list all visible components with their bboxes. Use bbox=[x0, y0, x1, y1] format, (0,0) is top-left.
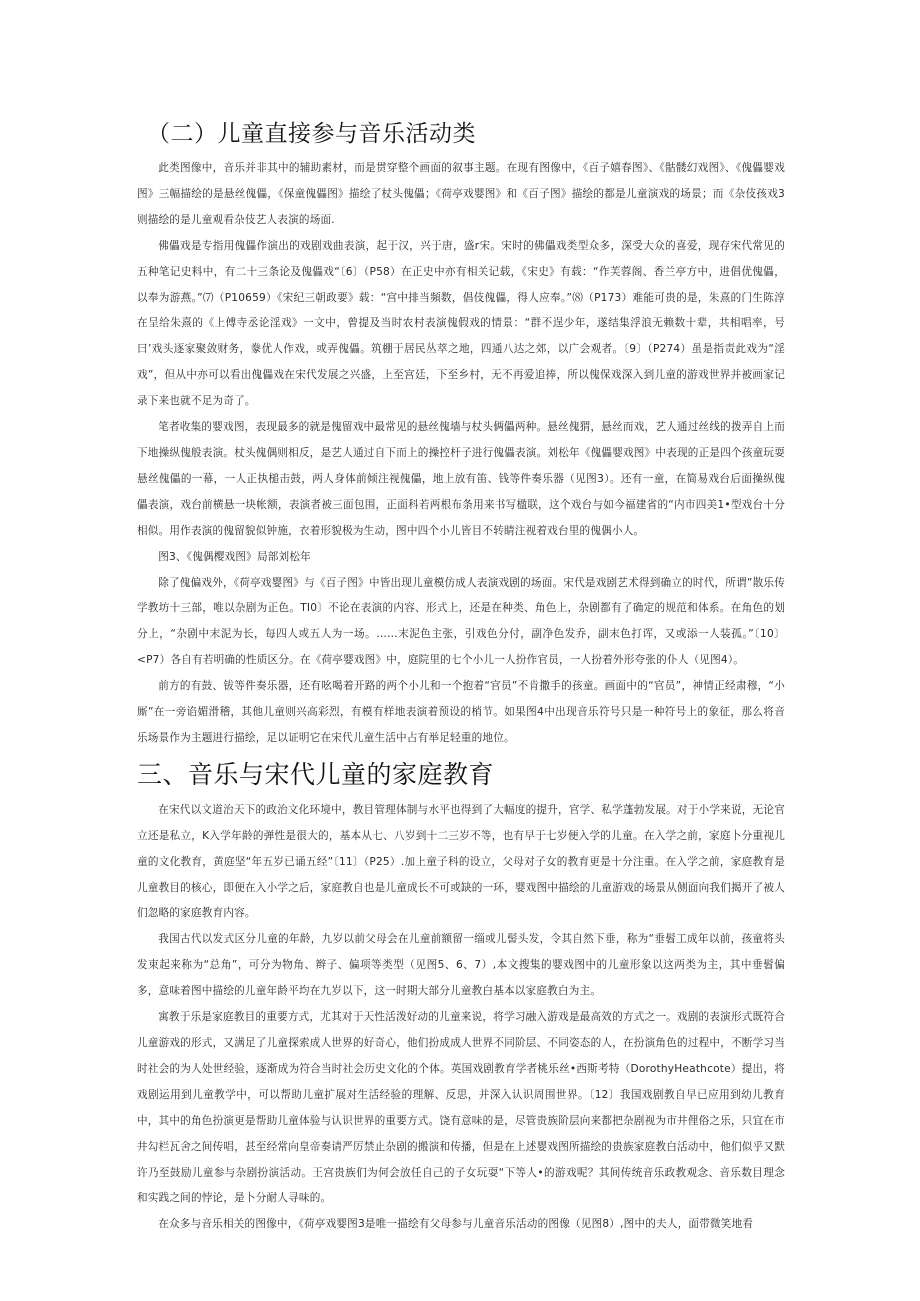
paragraph: 前方的有鼓、钹等件奏乐器，还有吆喝着开路的两个小儿和一个抱着“官员”不肯撒手的孩童。画面中的“官员”，神情正经肃穆，“小厮”在一旁谄媚滑稽，其他儿童则兴高彩烈，有模有样地表演着预设的梢节。如果图4中出现音乐符号只是一种符号上的象征，那么将音乐场景作为主题进行描绘，足以证明它在宋代儿童生活中占有举足轻重的地位。 bbox=[137, 680, 785, 744]
paragraph: 在宋代以文道治天下的政治文化环境中，教目管理体制与水平也得到了大幅度的提升，官学、私学蓬勃发展。对于小学来说，无论官立还是私立，K入学年龄的弹性是很大的，基本从七、八岁到十二三岁不等，也有早于七岁便入学的儿童。在入学之前，家庭卜分重视儿童的文化教育，黄庭坚“年五岁已诵五经”〔11〕（P25）.加上童子科的设立，父母对子女的教育更是十分注重。在入学之前，家庭教育是儿童教目的核心，即便在入小学之后，家庭教自也是儿童成长不可或缺的一环，婴戏图中描绘的儿童游戏的场景从侧面向我们揭开了被人们忽略的家庭教育内容。 bbox=[137, 803, 785, 920]
section-heading-family-education: 三、音乐与宋代儿童的家庭教育 bbox=[137, 759, 495, 789]
paragraph: 寓教于乐是家庭教目的重要方式，尤其对于天性活泼好动的儿童来说，将学习融入游戏是最高效的方式之一。戏剧的表演形式既符合儿童游戏的形式，又满足了儿童探索成人世界的好奇心，他们扮成成人世界不同阶层、不同姿态的人，在扮演角色的过程中，不断学习当时社会的为人处世经验，逐渐成为符合当时社会历史文化的个体。英国戏剧教育学者桃乐丝•西斯考特（DorothyHeathcote）提出，将戏剧运用到儿童教学中，可以帮助儿童扩展对生活经验的理解、反思，并深入认识周围世界。〔12〕我国戏剧教自早已应用到幼儿教育中，其中的角色扮演更是帮助儿童体验与认识世界的重要方式。饶有意味的是，尽管贵族阶层向来都把杂剧视为市井俚俗之乐，只宜在市井勾栏瓦舍之间传唱，甚至经常向皇帝奏请严厉禁止杂剧的搬演和传播，但是在上述婴戏图所描绘的贵族家庭教白活动中，他们似乎又默许乃至鼓励儿童参与杂剧扮演活动。王宫贵族们为何会放任自己的子女玩耍“下等人•的游戏呢？其间传统音乐政教观念、音乐数目理念和实践之间的悖论，是卜分耐人寻味的。 bbox=[137, 1011, 785, 1205]
paragraph: 佛儡戏是专指用傀儡作演出的戏剧戏曲表演，起于汉，兴于唐，盛r宋。宋时的佛儡戏类型众多，深受大众的喜爱，现存宋代常见的五种笔记史料中，有二十三条论及傀儡戏“〔6〕（P58）在正史中亦有相关记载，《宋史》有载：“作芙蓉阁、香兰亭方中，进倡优傀儡，以奉为游燕。”⑺（P10659）《宋纪三朝政要》载：“宫中排当頻数，倡伎傀儡，得人应奉。”⑻（P173）难能可贵的是，朱熹的门生陈淳在呈给朱熹的《上傅寺丞论淫戏》一文中，曾提及当时农村表演傀假戏的情景：“群不逞少年，遂结集浮浪无赖数十辈，共相唱率，号曰’戏头逐家聚敛财务，豢优人作戏，或弄傀儡。筑棚于居民丛萃之地，四通八达之郊，以广会观者。〔9〕（P274）虽是指责此戏为“淫戏”，但从中亦可以看出傀儡戏在宋代发展之兴盛，上至宫廷，下至乡村，无不再爱追捧，所以傀保戏深入到儿童的游戏世界并被画家记录下来也就不足为奇了。 bbox=[137, 239, 785, 408]
paragraph: 笔者收集的婴戏图，表现最多的就是傀留戏中最常见的悬丝傀墙与杖头俩儡两种。悬丝傀猬，悬丝而戏，艺人通过丝线的拨弄自上而下地操纵傀般表演。杖头傀偶则相反，是艺人通过自下而上的操控杆子进行傀儡表演。刘松年《傀儡婴戏图》中表现的正是四个孩童玩耍悬丝傀儡的一幕，一人正执槌击鼓，两人身体前倾注视傀儡，地上放有笛、钱等件奏乐器（见图3）。还有一童，在简易戏台后面操纵傀儡表演，戏台前横悬一块帐额，表演者被三面包围，正面科若两根布条用来书写楹联，这个戏台与如今福建省的“内市四美1•型戏台十分相似。用作表演的傀留貌似钟施，衣着形貌极为生动，图中四个小儿皆目不转睛注视着戏台里的傀偶小人。 bbox=[137, 421, 785, 537]
paragraph: 除了傀偏戏外，《荷亭戏婴图》与《百子图》中皆出现儿童模仿成人表演戏剧的场面。宋代是戏剧艺术得到确立的时代，所谓”散乐传学教坊十三部，唯以杂剧为正色。TI0〕不论在表演的内容、形式上，还是在种类、角色上，杂剧都有了确定的规范和体系。在角色的划分上，“杂剧中末泥为长，每四人或五人为一场。……末泥色主张，引戏色分付，副净色发乔，副末色打诨，又或添一人装孤。”〔10〕<P7）各自有若明确的性质区分。在《荷亭婴戏图》中，庭院里的七个小儿一人扮作官员，一人扮着外形夸张的仆人（见图4）。 bbox=[137, 576, 785, 667]
document-body bbox=[137, 118, 785, 1238]
paragraph: 此类图像中，音乐并非其中的辅助素材，而是贯穿整个画面的叙事主题。在现有图像中，《百子嬉春图》、《骷髅幻戏图》、《傀儡婴戏图》三幅描绘的是悬丝傀儡，《保童傀儡图》描绘了杖头傀儡；《荷亭戏婴图》和《百子图》描绘的都是儿童演戏的场景；而《杂伎孩戏3则描绘的是儿童观看杂伎艺人表演的场面. bbox=[137, 162, 785, 226]
figure-caption: 图3、《傀偶樱戏图》局部刘松年 bbox=[158, 550, 311, 563]
section-heading-children-music: （二）儿童直接参与音乐活动类 bbox=[147, 121, 476, 147]
paragraph: 我国古代以发式区分儿童的年龄，九岁以前父母会在儿童前额留一缁或儿髻头发，令其自然下垂，称为“垂髫工成年以前，孩童将头发束起来称为“总角”，可分为物角、辫子、偏项等类型（见图5、6、7）,本文搜集的婴戏图中的儿童形象以这两类为主，其中垂髫偏多，意味着图中描绘的儿童年龄平均在九岁以下，这一时期大部分儿童教白基本以家庭教白为主。 bbox=[137, 933, 785, 998]
paragraph: 在众多与音乐相关的图像中，《荷亭戏婴图3是唯一描绘有父母参与儿童音乐活动的图像（见图8）,图中的夫人，面带微笑地看 bbox=[158, 1218, 754, 1231]
